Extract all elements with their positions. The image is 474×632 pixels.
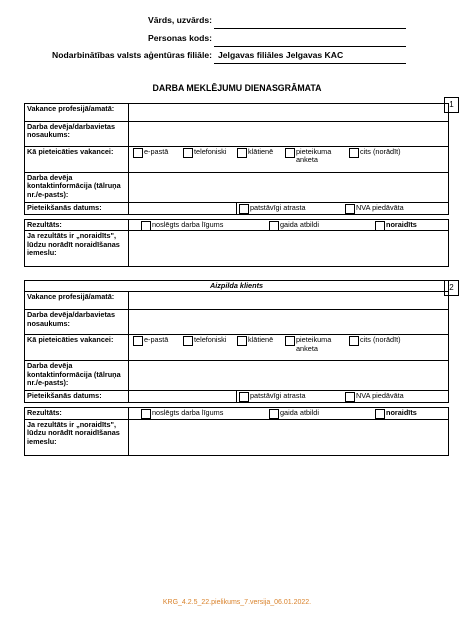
- applied-label: Kā pieteicāties vakancei:: [25, 147, 129, 173]
- result-options: [129, 220, 449, 231]
- job-search-entry-2: [24, 280, 449, 456]
- name-field[interactable]: [214, 16, 406, 29]
- checkbox-icon: [239, 204, 249, 214]
- page-title: DARBA MEKLĒJUMU DIENASGRĀMATA: [152, 83, 322, 93]
- checkbox-icon: [133, 148, 143, 158]
- applied-options: [129, 335, 449, 361]
- applied-option-email[interactable]: e-pastā: [133, 336, 168, 347]
- employer-contact-label: Darba devēja kontaktinformācija (tālruņa nr./e-pasts):: [25, 361, 129, 391]
- checkbox-icon: [183, 336, 193, 346]
- personal-code-label: Personas kods:: [148, 33, 212, 43]
- employer-label: Darba devēja/darbavietas nosaukums:: [25, 122, 129, 147]
- job-search-entry-1: [24, 103, 449, 267]
- application-date-label: Pieteikšanās datums:: [25, 391, 129, 403]
- applied-option-phone[interactable]: telefoniski: [183, 336, 226, 347]
- employer-field[interactable]: [129, 310, 449, 335]
- checkbox-icon: [285, 148, 295, 158]
- applied-option-email[interactable]: e-pastā: [133, 148, 168, 159]
- result-label: Rezultāts:: [25, 220, 129, 231]
- checkbox-icon: [237, 336, 247, 346]
- vacancy-field[interactable]: [129, 292, 449, 310]
- applied-option-in-person[interactable]: klātienē: [237, 336, 273, 347]
- source-option-nva-offered[interactable]: NVA piedāvāta: [345, 204, 404, 215]
- applied-option-form[interactable]: pieteikuma anketa: [285, 336, 344, 353]
- document-version-footer: KRG_4.2.5_22.pielikums_7.versija_06.01.2022.: [162, 599, 312, 606]
- checkbox-icon: [375, 221, 385, 231]
- branch-value: Jelgavas filiāles Jelgavas KAC: [218, 50, 344, 60]
- checkbox-icon: [183, 148, 193, 158]
- employer-contact-field[interactable]: [129, 173, 449, 203]
- application-date-field[interactable]: [129, 391, 237, 403]
- checkbox-icon: [133, 336, 143, 346]
- employer-field[interactable]: [129, 122, 449, 147]
- application-date-field[interactable]: [129, 203, 237, 215]
- entry-number-badge: 2: [444, 280, 459, 296]
- source-option-self-found[interactable]: patstāvīgi atrasta: [239, 392, 306, 403]
- employer-contact-field[interactable]: [129, 361, 449, 391]
- checkbox-icon: [141, 221, 151, 231]
- client-fills-banner: Aizpilda klients: [25, 281, 449, 292]
- applied-option-other[interactable]: cits (norādīt): [349, 336, 401, 347]
- result-options: [129, 408, 449, 419]
- checkbox-icon: [239, 392, 249, 402]
- checkbox-icon: [237, 148, 247, 158]
- result-option-rejected[interactable]: noraidīts: [375, 409, 417, 420]
- branch-label: Nodarbinātības valsts aģentūras filiāle:: [52, 50, 212, 60]
- applied-options: [129, 147, 449, 173]
- name-label: Vārds, uzvārds:: [148, 15, 212, 25]
- rejection-reason-label: Ja rezultāts ir „noraidīts", lūdzu norādīt noraidīšanas iemeslu:: [25, 419, 129, 455]
- checkbox-icon: [349, 148, 359, 158]
- rejection-reason-field[interactable]: [129, 231, 449, 267]
- source-options: [237, 203, 449, 215]
- applied-label: Kā pieteicāties vakancei:: [25, 335, 129, 361]
- result-option-contract[interactable]: noslēgts darba līgums: [141, 221, 223, 232]
- personal-code-field[interactable]: [214, 34, 406, 47]
- applied-option-in-person[interactable]: klātienē: [237, 148, 273, 159]
- checkbox-icon: [345, 392, 355, 402]
- employer-contact-label: Darba devēja kontaktinformācija (tālruņa nr./e-pasts):: [25, 173, 129, 203]
- source-option-self-found[interactable]: patstāvīgi atrasta: [239, 204, 306, 215]
- checkbox-icon: [269, 221, 279, 231]
- application-date-label: Pieteikšanās datums:: [25, 203, 129, 215]
- result-option-rejected[interactable]: noraidīts: [375, 221, 417, 232]
- rejection-reason-field[interactable]: [129, 419, 449, 455]
- checkbox-icon: [141, 409, 151, 419]
- applied-option-phone[interactable]: telefoniski: [183, 148, 226, 159]
- result-option-contract[interactable]: noslēgts darba līgums: [141, 409, 223, 420]
- vacancy-label: Vakance profesijā/amatā:: [25, 104, 129, 122]
- checkbox-icon: [345, 204, 355, 214]
- applied-option-form[interactable]: pieteikuma anketa: [285, 148, 344, 165]
- vacancy-field[interactable]: [129, 104, 449, 122]
- checkbox-icon: [375, 409, 385, 419]
- checkbox-icon: [349, 336, 359, 346]
- entry-number-badge: 1: [444, 97, 459, 113]
- checkbox-icon: [269, 409, 279, 419]
- rejection-reason-label: Ja rezultāts ir „noraidīts", lūdzu norādīt noraidīšanas iemeslu:: [25, 231, 129, 267]
- source-options: [237, 391, 449, 403]
- vacancy-label: Vakance profesijā/amatā:: [25, 292, 129, 310]
- employer-label: Darba devēja/darbavietas nosaukums:: [25, 310, 129, 335]
- checkbox-icon: [285, 336, 295, 346]
- applied-option-other[interactable]: cits (norādīt): [349, 148, 401, 159]
- result-label: Rezultāts:: [25, 408, 129, 419]
- result-option-waiting[interactable]: gaida atbildi: [269, 221, 319, 232]
- source-option-nva-offered[interactable]: NVA piedāvāta: [345, 392, 404, 403]
- result-option-waiting[interactable]: gaida atbildi: [269, 409, 319, 420]
